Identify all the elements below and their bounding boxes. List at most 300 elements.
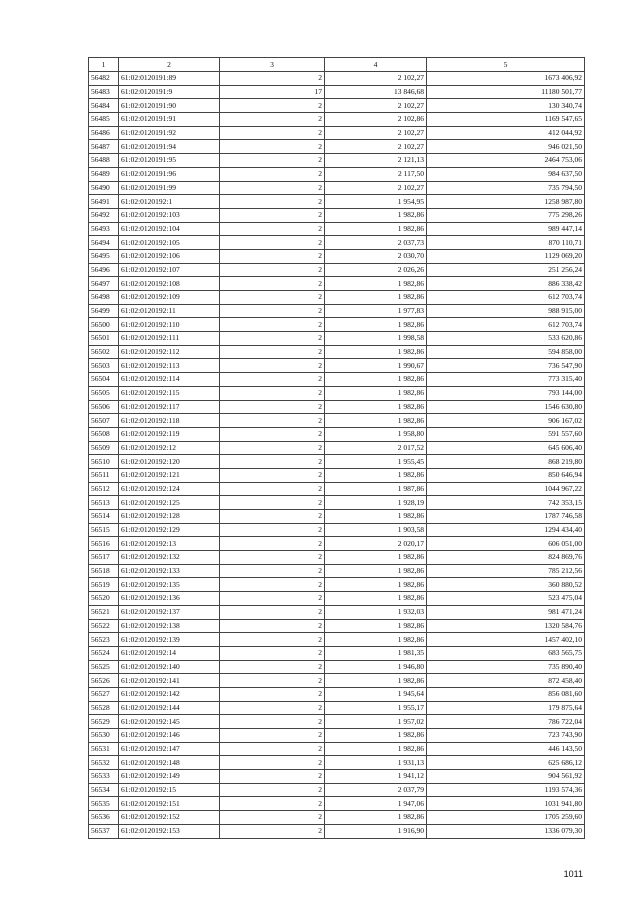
- table-row: [89, 400, 585, 414]
- area-cell: 1 987,86: [325, 482, 427, 496]
- count-cell: 2: [220, 510, 325, 524]
- area-cell: 1 982,86: [325, 400, 427, 414]
- area-cell: 1 982,86: [325, 674, 427, 688]
- cadastral-number-cell: 61:02:0120192:151: [119, 797, 220, 811]
- row-index-cell: 56519: [89, 578, 119, 592]
- area-cell: 1 977,83: [325, 304, 427, 318]
- count-cell: 2: [220, 770, 325, 784]
- row-index-cell: 56504: [89, 373, 119, 387]
- table-row: [89, 72, 585, 86]
- row-index-cell: 56495: [89, 249, 119, 263]
- area-cell: 1 982,86: [325, 222, 427, 236]
- count-cell: 2: [220, 304, 325, 318]
- cadastral-number-cell: 61:02:0120192:105: [119, 236, 220, 250]
- count-cell: 2: [220, 400, 325, 414]
- row-index-cell: 56503: [89, 359, 119, 373]
- table-row: [89, 729, 585, 743]
- row-index-cell: 56511: [89, 468, 119, 482]
- row-index-cell: 56483: [89, 85, 119, 99]
- amount-cell: 742 353,15: [427, 496, 585, 510]
- table-row: [89, 181, 585, 195]
- table-row: [89, 646, 585, 660]
- area-cell: 1 982,86: [325, 345, 427, 359]
- count-cell: 2: [220, 729, 325, 743]
- area-cell: 1 982,86: [325, 578, 427, 592]
- table-row: [89, 195, 585, 209]
- amount-cell: 1193 574,36: [427, 783, 585, 797]
- amount-cell: 606 051,00: [427, 537, 585, 551]
- table-row: [89, 167, 585, 181]
- count-cell: 2: [220, 345, 325, 359]
- row-index-cell: 56484: [89, 99, 119, 113]
- cadastral-number-cell: 61:02:0120192:112: [119, 345, 220, 359]
- cadastral-number-cell: 61:02:0120192:13: [119, 537, 220, 551]
- table-row: [89, 373, 585, 387]
- area-cell: 2 030,70: [325, 249, 427, 263]
- count-cell: 2: [220, 824, 325, 838]
- cadastral-number-cell: 61:02:0120191:9: [119, 85, 220, 99]
- count-cell: 2: [220, 386, 325, 400]
- row-index-cell: 56515: [89, 523, 119, 537]
- area-cell: 2 121,13: [325, 154, 427, 168]
- header-row: [89, 58, 585, 72]
- count-cell: 2: [220, 578, 325, 592]
- amount-cell: 904 561,92: [427, 770, 585, 784]
- table-row: [89, 291, 585, 305]
- amount-cell: 735 890,40: [427, 660, 585, 674]
- amount-cell: 786 722,04: [427, 715, 585, 729]
- area-cell: 1 998,58: [325, 332, 427, 346]
- cadastral-number-cell: 61:02:0120192:135: [119, 578, 220, 592]
- area-cell: 1 947,06: [325, 797, 427, 811]
- row-index-cell: 56523: [89, 633, 119, 647]
- cadastral-number-cell: 61:02:0120192:144: [119, 701, 220, 715]
- area-cell: 1 903,58: [325, 523, 427, 537]
- row-index-cell: 56485: [89, 113, 119, 127]
- table-row: [89, 414, 585, 428]
- count-cell: 2: [220, 811, 325, 825]
- row-index-cell: 56496: [89, 263, 119, 277]
- table-row: [89, 715, 585, 729]
- amount-cell: 1258 987,80: [427, 195, 585, 209]
- area-cell: 1 932,03: [325, 605, 427, 619]
- row-index-cell: 56517: [89, 551, 119, 565]
- area-cell: 1 941,12: [325, 770, 427, 784]
- amount-cell: 683 565,75: [427, 646, 585, 660]
- table-row: [89, 811, 585, 825]
- count-cell: 2: [220, 332, 325, 346]
- area-cell: 1 955,17: [325, 701, 427, 715]
- table-row: [89, 277, 585, 291]
- area-cell: 2 117,50: [325, 167, 427, 181]
- amount-cell: 130 340,74: [427, 99, 585, 113]
- row-index-cell: 56505: [89, 386, 119, 400]
- row-index-cell: 56493: [89, 222, 119, 236]
- row-index-cell: 56501: [89, 332, 119, 346]
- amount-cell: 1129 069,20: [427, 249, 585, 263]
- row-index-cell: 56535: [89, 797, 119, 811]
- data-table: [88, 57, 585, 839]
- count-cell: 2: [220, 619, 325, 633]
- column-header-3: 3: [220, 58, 325, 72]
- amount-cell: 773 315,40: [427, 373, 585, 387]
- table-row: [89, 427, 585, 441]
- column-header-5: 5: [427, 58, 585, 72]
- cadastral-number-cell: 61:02:0120191:96: [119, 167, 220, 181]
- cadastral-number-cell: 61:02:0120192:104: [119, 222, 220, 236]
- amount-cell: 446 143,50: [427, 742, 585, 756]
- table-row: [89, 824, 585, 838]
- row-index-cell: 56530: [89, 729, 119, 743]
- cadastral-number-cell: 61:02:0120191:95: [119, 154, 220, 168]
- area-cell: 1 982,86: [325, 468, 427, 482]
- area-cell: 1 916,90: [325, 824, 427, 838]
- area-cell: 1 931,13: [325, 756, 427, 770]
- row-index-cell: 56524: [89, 646, 119, 660]
- table-row: [89, 496, 585, 510]
- amount-cell: 1169 547,65: [427, 113, 585, 127]
- area-cell: 2 102,27: [325, 72, 427, 86]
- area-cell: 1 982,86: [325, 592, 427, 606]
- table-row: [89, 345, 585, 359]
- count-cell: 2: [220, 496, 325, 510]
- row-index-cell: 56509: [89, 441, 119, 455]
- amount-cell: 775 298,26: [427, 208, 585, 222]
- area-cell: 2 037,79: [325, 783, 427, 797]
- amount-cell: 723 743,90: [427, 729, 585, 743]
- area-cell: 1 982,86: [325, 811, 427, 825]
- table-row: [89, 674, 585, 688]
- table-row: [89, 140, 585, 154]
- cadastral-number-cell: 61:02:0120192:148: [119, 756, 220, 770]
- cadastral-number-cell: 61:02:0120191:99: [119, 181, 220, 195]
- page-number: 1011: [563, 869, 583, 879]
- count-cell: 2: [220, 633, 325, 647]
- table-row: [89, 605, 585, 619]
- table-row: [89, 619, 585, 633]
- table-body: [89, 72, 585, 839]
- count-cell: 2: [220, 249, 325, 263]
- cadastral-number-cell: 61:02:0120192:141: [119, 674, 220, 688]
- cadastral-number-cell: 61:02:0120192:152: [119, 811, 220, 825]
- count-cell: 2: [220, 99, 325, 113]
- cadastral-number-cell: 61:02:0120192:114: [119, 373, 220, 387]
- amount-cell: 946 021,50: [427, 140, 585, 154]
- count-cell: 17: [220, 85, 325, 99]
- cadastral-number-cell: 61:02:0120191:89: [119, 72, 220, 86]
- count-cell: 2: [220, 523, 325, 537]
- table-row: [89, 154, 585, 168]
- count-cell: 2: [220, 373, 325, 387]
- amount-cell: 612 703,74: [427, 291, 585, 305]
- amount-cell: 1787 746,58: [427, 510, 585, 524]
- table-row: [89, 85, 585, 99]
- count-cell: 2: [220, 181, 325, 195]
- amount-cell: 1673 406,92: [427, 72, 585, 86]
- table-row: [89, 633, 585, 647]
- area-cell: 1 990,67: [325, 359, 427, 373]
- row-index-cell: 56508: [89, 427, 119, 441]
- cadastral-number-cell: 61:02:0120192:120: [119, 455, 220, 469]
- table-header: [89, 58, 585, 72]
- row-index-cell: 56520: [89, 592, 119, 606]
- amount-cell: 872 458,40: [427, 674, 585, 688]
- cadastral-number-cell: 61:02:0120192:1: [119, 195, 220, 209]
- table-row: [89, 263, 585, 277]
- cadastral-number-cell: 61:02:0120191:91: [119, 113, 220, 127]
- amount-cell: 906 167,02: [427, 414, 585, 428]
- cadastral-number-cell: 61:02:0120192:111: [119, 332, 220, 346]
- table-row: [89, 468, 585, 482]
- table-row: [89, 222, 585, 236]
- cadastral-number-cell: 61:02:0120192:124: [119, 482, 220, 496]
- count-cell: 2: [220, 113, 325, 127]
- area-cell: 1 982,86: [325, 386, 427, 400]
- row-index-cell: 56486: [89, 126, 119, 140]
- cadastral-number-cell: 61:02:0120192:119: [119, 427, 220, 441]
- table-row: [89, 660, 585, 674]
- table-row: [89, 756, 585, 770]
- count-cell: 2: [220, 154, 325, 168]
- count-cell: 2: [220, 441, 325, 455]
- cadastral-number-cell: 61:02:0120192:132: [119, 551, 220, 565]
- count-cell: 2: [220, 195, 325, 209]
- cadastral-number-cell: 61:02:0120192:129: [119, 523, 220, 537]
- cadastral-number-cell: 61:02:0120192:115: [119, 386, 220, 400]
- area-cell: 1 954,95: [325, 195, 427, 209]
- amount-cell: 1705 259,60: [427, 811, 585, 825]
- table-row: [89, 249, 585, 263]
- amount-cell: 981 471,24: [427, 605, 585, 619]
- count-cell: 2: [220, 140, 325, 154]
- table-row: [89, 537, 585, 551]
- amount-cell: 2464 753,06: [427, 154, 585, 168]
- amount-cell: 1546 630,80: [427, 400, 585, 414]
- count-cell: 2: [220, 482, 325, 496]
- row-index-cell: 56494: [89, 236, 119, 250]
- amount-cell: 1294 434,40: [427, 523, 585, 537]
- table-row: [89, 510, 585, 524]
- count-cell: 2: [220, 756, 325, 770]
- table-row: [89, 208, 585, 222]
- amount-cell: 251 256,24: [427, 263, 585, 277]
- area-cell: 2 026,26: [325, 263, 427, 277]
- cadastral-number-cell: 61:02:0120192:14: [119, 646, 220, 660]
- row-index-cell: 56533: [89, 770, 119, 784]
- amount-cell: 645 606,40: [427, 441, 585, 455]
- cadastral-number-cell: 61:02:0120192:146: [119, 729, 220, 743]
- amount-cell: 1336 079,30: [427, 824, 585, 838]
- column-header-1: 1: [89, 58, 119, 72]
- row-index-cell: 56491: [89, 195, 119, 209]
- count-cell: 2: [220, 537, 325, 551]
- amount-cell: 533 620,86: [427, 332, 585, 346]
- table-row: [89, 359, 585, 373]
- area-cell: 2 020,17: [325, 537, 427, 551]
- row-index-cell: 56482: [89, 72, 119, 86]
- cadastral-number-cell: 61:02:0120192:138: [119, 619, 220, 633]
- area-cell: 1 982,86: [325, 414, 427, 428]
- row-index-cell: 56498: [89, 291, 119, 305]
- row-index-cell: 56513: [89, 496, 119, 510]
- table-row: [89, 236, 585, 250]
- amount-cell: 1320 584,76: [427, 619, 585, 633]
- amount-cell: 11180 501,77: [427, 85, 585, 99]
- area-cell: 1 982,86: [325, 551, 427, 565]
- row-index-cell: 56500: [89, 318, 119, 332]
- row-index-cell: 56510: [89, 455, 119, 469]
- amount-cell: 989 447,14: [427, 222, 585, 236]
- count-cell: 2: [220, 277, 325, 291]
- table-row: [89, 701, 585, 715]
- count-cell: 2: [220, 660, 325, 674]
- area-cell: 1 982,86: [325, 373, 427, 387]
- area-cell: 1 982,86: [325, 619, 427, 633]
- area-cell: 1 958,80: [325, 427, 427, 441]
- table-row: [89, 99, 585, 113]
- cadastral-number-cell: 61:02:0120192:11: [119, 304, 220, 318]
- table-row: [89, 578, 585, 592]
- amount-cell: 785 212,56: [427, 564, 585, 578]
- table-row: [89, 318, 585, 332]
- area-cell: 2 102,27: [325, 99, 427, 113]
- table-row: [89, 551, 585, 565]
- area-cell: 2 037,73: [325, 236, 427, 250]
- cadastral-number-cell: 61:02:0120192:145: [119, 715, 220, 729]
- amount-cell: 1044 967,22: [427, 482, 585, 496]
- amount-cell: 856 081,60: [427, 687, 585, 701]
- table-row: [89, 687, 585, 701]
- area-cell: 1 982,86: [325, 208, 427, 222]
- count-cell: 2: [220, 263, 325, 277]
- row-index-cell: 56490: [89, 181, 119, 195]
- cadastral-number-cell: 61:02:0120192:128: [119, 510, 220, 524]
- cadastral-number-cell: 61:02:0120192:110: [119, 318, 220, 332]
- area-cell: 1 982,86: [325, 291, 427, 305]
- cadastral-number-cell: 61:02:0120192:103: [119, 208, 220, 222]
- amount-cell: 870 110,71: [427, 236, 585, 250]
- area-cell: 13 846,68: [325, 85, 427, 99]
- table-row: [89, 455, 585, 469]
- cadastral-number-cell: 61:02:0120192:137: [119, 605, 220, 619]
- table-row: [89, 113, 585, 127]
- area-cell: 2 017,52: [325, 441, 427, 455]
- amount-cell: 793 144,00: [427, 386, 585, 400]
- cadastral-number-cell: 61:02:0120191:94: [119, 140, 220, 154]
- count-cell: 2: [220, 414, 325, 428]
- amount-cell: 850 646,94: [427, 468, 585, 482]
- row-index-cell: 56499: [89, 304, 119, 318]
- count-cell: 2: [220, 468, 325, 482]
- table-row: [89, 386, 585, 400]
- area-cell: 1 957,02: [325, 715, 427, 729]
- row-index-cell: 56526: [89, 674, 119, 688]
- row-index-cell: 56506: [89, 400, 119, 414]
- count-cell: 2: [220, 208, 325, 222]
- table-row: [89, 523, 585, 537]
- cadastral-number-cell: 61:02:0120192:140: [119, 660, 220, 674]
- table-row: [89, 126, 585, 140]
- row-index-cell: 56507: [89, 414, 119, 428]
- table-row: [89, 742, 585, 756]
- amount-cell: 412 044,92: [427, 126, 585, 140]
- count-cell: 2: [220, 318, 325, 332]
- count-cell: 2: [220, 551, 325, 565]
- cadastral-number-cell: 61:02:0120192:15: [119, 783, 220, 797]
- row-index-cell: 56518: [89, 564, 119, 578]
- row-index-cell: 56528: [89, 701, 119, 715]
- row-index-cell: 56521: [89, 605, 119, 619]
- count-cell: 2: [220, 167, 325, 181]
- amount-cell: 360 880,52: [427, 578, 585, 592]
- row-index-cell: 56492: [89, 208, 119, 222]
- amount-cell: 984 637,50: [427, 167, 585, 181]
- area-cell: 2 102,86: [325, 113, 427, 127]
- count-cell: 2: [220, 742, 325, 756]
- row-index-cell: 56527: [89, 687, 119, 701]
- table-row: [89, 592, 585, 606]
- cadastral-number-cell: 61:02:0120192:149: [119, 770, 220, 784]
- row-index-cell: 56488: [89, 154, 119, 168]
- row-index-cell: 56525: [89, 660, 119, 674]
- amount-cell: 736 547,90: [427, 359, 585, 373]
- row-index-cell: 56529: [89, 715, 119, 729]
- amount-cell: 988 915,00: [427, 304, 585, 318]
- area-cell: 1 982,86: [325, 318, 427, 332]
- count-cell: 2: [220, 701, 325, 715]
- count-cell: 2: [220, 674, 325, 688]
- table-row: [89, 304, 585, 318]
- cadastral-number-cell: 61:02:0120192:106: [119, 249, 220, 263]
- area-cell: 1 981,35: [325, 646, 427, 660]
- amount-cell: 824 869,76: [427, 551, 585, 565]
- cadastral-number-cell: 61:02:0120192:147: [119, 742, 220, 756]
- amount-cell: 591 557,60: [427, 427, 585, 441]
- row-index-cell: 56534: [89, 783, 119, 797]
- amount-cell: 523 475,04: [427, 592, 585, 606]
- cadastral-number-cell: 61:02:0120192:113: [119, 359, 220, 373]
- cadastral-number-cell: 61:02:0120192:109: [119, 291, 220, 305]
- area-cell: 2 102,27: [325, 181, 427, 195]
- row-index-cell: 56531: [89, 742, 119, 756]
- count-cell: 2: [220, 126, 325, 140]
- row-index-cell: 56536: [89, 811, 119, 825]
- count-cell: 2: [220, 291, 325, 305]
- table-row: [89, 482, 585, 496]
- table-row: [89, 441, 585, 455]
- cadastral-number-cell: 61:02:0120192:142: [119, 687, 220, 701]
- count-cell: 2: [220, 687, 325, 701]
- table-row: [89, 797, 585, 811]
- count-cell: 2: [220, 72, 325, 86]
- count-cell: 2: [220, 646, 325, 660]
- area-cell: 1 982,86: [325, 729, 427, 743]
- count-cell: 2: [220, 715, 325, 729]
- cadastral-number-cell: 61:02:0120192:136: [119, 592, 220, 606]
- count-cell: 2: [220, 564, 325, 578]
- area-cell: 2 102,27: [325, 126, 427, 140]
- count-cell: 2: [220, 222, 325, 236]
- amount-cell: 868 219,80: [427, 455, 585, 469]
- area-cell: 1 946,80: [325, 660, 427, 674]
- amount-cell: 735 794,50: [427, 181, 585, 195]
- cadastral-number-cell: 61:02:0120191:92: [119, 126, 220, 140]
- column-header-4: 4: [325, 58, 427, 72]
- amount-cell: 179 875,64: [427, 701, 585, 715]
- count-cell: 2: [220, 236, 325, 250]
- count-cell: 2: [220, 359, 325, 373]
- row-index-cell: 56516: [89, 537, 119, 551]
